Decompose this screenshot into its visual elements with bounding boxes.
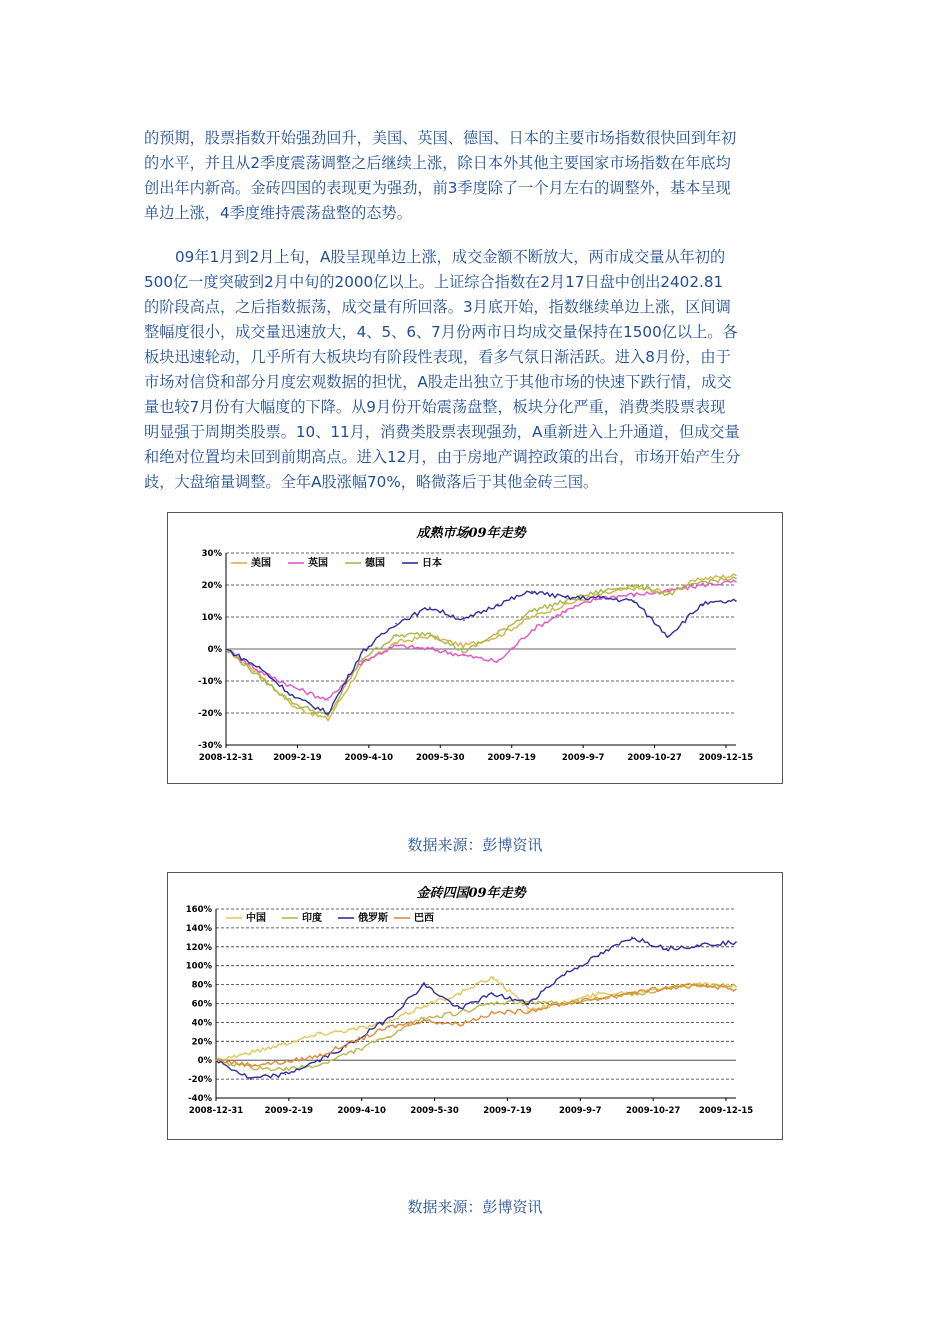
chart2-source-caption: 数据来源：彭博资讯 <box>407 1198 543 1216</box>
bric-markets-chart <box>167 872 783 1140</box>
paragraph-line: 的水平，并且从2季度震荡调整之后继续上涨，除日本外其他主要国家市场指数在年底均 <box>144 154 731 172</box>
legend-label: 日本 <box>422 558 442 569</box>
data-point <box>599 594 601 596</box>
data-point <box>293 696 295 698</box>
mature-markets-chart-svg <box>168 513 782 783</box>
data-point <box>527 1010 529 1012</box>
x-tick-label: 2009-4-10 <box>337 1106 386 1116</box>
y-tick-label: -20% <box>188 1075 212 1086</box>
data-point <box>666 948 668 950</box>
paragraph-line: 量也较7月份有大幅度的下降。从9月份开始震荡盘整，板块分化严重，消费类股票表现 <box>144 398 726 416</box>
data-point <box>429 632 431 634</box>
y-tick-label: 10% <box>201 613 222 623</box>
data-point <box>497 635 499 637</box>
data-point <box>531 629 533 631</box>
data-point <box>701 603 703 605</box>
series-line-1 <box>216 984 736 1071</box>
data-point <box>319 1033 321 1035</box>
paragraph-line: 的阶段高点，之后指数振荡，成交量有所回落。3月底开始，指数继续单边上涨，区间调 <box>144 298 731 316</box>
y-tick-label: 20% <box>191 1037 212 1048</box>
data-point <box>389 1022 391 1024</box>
data-point <box>285 1069 287 1071</box>
mature-markets-chart <box>167 512 783 784</box>
data-point <box>497 603 499 605</box>
data-point <box>361 651 363 653</box>
data-point <box>327 712 329 714</box>
legend-label: 印度 <box>302 913 322 924</box>
paragraph-line: 09年1月到2月上旬，A股呈现单边上涨，成交金额不断放大，两市成交量从年初的 <box>175 248 726 266</box>
data-point <box>463 651 465 653</box>
data-point <box>562 974 564 976</box>
y-tick-label: 80% <box>191 980 212 991</box>
data-point <box>497 632 499 634</box>
y-tick-label: 120% <box>185 942 212 953</box>
data-point <box>493 976 495 978</box>
x-tick-label: 2009-12-15 <box>698 1106 754 1116</box>
x-tick-label: 2009-7-19 <box>487 753 536 763</box>
data-point <box>395 623 397 625</box>
data-point <box>354 1028 356 1030</box>
data-point <box>735 989 737 991</box>
data-point <box>701 584 703 586</box>
data-point <box>250 1064 252 1066</box>
data-point <box>735 578 737 580</box>
data-point <box>423 1005 425 1007</box>
data-point <box>599 597 601 599</box>
y-tick-label: 0% <box>197 1056 212 1067</box>
y-tick-label: -10% <box>198 677 222 687</box>
paragraph-a-shares <box>144 245 808 495</box>
data-point <box>285 1061 287 1063</box>
legend-label: 德国 <box>365 558 385 569</box>
paragraph-line: 500亿一度突破到2月中旬的2000亿以上。上证综合指数在2月17日盘中创出2402.81 <box>144 273 724 291</box>
data-point <box>389 1026 391 1028</box>
data-point <box>327 719 329 721</box>
data-point <box>531 591 533 593</box>
series-line-2 <box>226 577 736 716</box>
data-point <box>259 677 261 679</box>
paragraph-line: 的预期，股票指数开始强劲回升，美国、英国、德国、日本的主要市场指数很快回到年初 <box>144 129 737 147</box>
data-point <box>293 703 295 705</box>
data-point <box>395 642 397 644</box>
paragraph-intro <box>144 126 808 226</box>
data-point <box>319 1055 321 1057</box>
x-tick-label: 2009-7-19 <box>483 1106 532 1116</box>
series-line-3 <box>216 984 736 1067</box>
data-point <box>319 1064 321 1066</box>
y-tick-label: -20% <box>198 709 222 719</box>
data-point <box>527 1003 529 1005</box>
data-point <box>735 941 737 943</box>
x-tick-label: 2009-9-7 <box>559 1106 602 1116</box>
data-point <box>389 1036 391 1038</box>
data-point <box>293 687 295 689</box>
data-point <box>285 1074 287 1076</box>
data-point <box>259 667 261 669</box>
data-point <box>633 587 635 589</box>
data-point <box>735 986 737 988</box>
data-point <box>389 1017 391 1019</box>
data-point <box>458 1012 460 1014</box>
paragraph-line: 和绝对位置均未回到前期高点。进入12月，由于房地产调控政策的出台，市场开始产生分 <box>144 448 741 466</box>
y-tick-label: 60% <box>191 999 212 1010</box>
x-tick-label: 2009-9-7 <box>561 753 605 763</box>
paragraph-line: 单边上涨，4季度维持震荡盘整的态势。 <box>144 204 412 222</box>
data-point <box>215 1059 217 1061</box>
data-point <box>527 1007 529 1009</box>
data-point <box>354 1050 356 1052</box>
data-point <box>423 1017 425 1019</box>
y-tick-label: 40% <box>191 1018 212 1029</box>
x-tick-label: 2009-5-30 <box>410 1106 459 1116</box>
data-point <box>463 645 465 647</box>
data-point <box>327 699 329 701</box>
data-point <box>497 661 499 663</box>
data-point <box>259 671 261 673</box>
paragraph-line: 歧，大盘缩量调整。全年A股涨幅70%，略微落后于其他金砖三国。 <box>144 473 599 491</box>
paragraph-line: 明显强于周期类股票。10、11月，消费类股票表现强劲，A重新进入上升通道，但成交量 <box>144 423 740 441</box>
data-point <box>599 591 601 593</box>
data-point <box>735 581 737 583</box>
y-tick-label: -30% <box>198 741 222 751</box>
legend-label: 美国 <box>251 558 271 569</box>
chart-title: 成熟市场09年走势 <box>416 526 526 541</box>
data-point <box>293 706 295 708</box>
x-tick-label: 2009-12-15 <box>698 753 754 763</box>
paragraph-line: 板块迅速轮动，几乎所有大板块均有阶段性表现，看多气氛日渐活跃。进入8月份，由于 <box>144 348 731 366</box>
data-point <box>565 597 567 599</box>
data-point <box>354 1041 356 1043</box>
y-tick-label: 160% <box>185 905 212 915</box>
data-point <box>458 1007 460 1009</box>
data-point <box>429 635 431 637</box>
legend-label: 巴西 <box>414 913 434 924</box>
x-tick-label: 2009-10-27 <box>625 1106 681 1116</box>
data-point <box>493 1012 495 1014</box>
data-point <box>527 1001 529 1003</box>
data-point <box>701 984 703 986</box>
y-tick-label: 30% <box>201 549 222 559</box>
data-point <box>395 635 397 637</box>
series-line-1 <box>226 580 736 700</box>
data-point <box>423 984 425 986</box>
data-point <box>463 655 465 657</box>
data-point <box>225 648 227 650</box>
x-tick-label: 2008-12-31 <box>188 1106 244 1116</box>
data-point <box>597 955 599 957</box>
data-point <box>597 993 599 995</box>
data-point <box>631 991 633 993</box>
data-point <box>319 1059 321 1061</box>
data-point <box>565 600 567 602</box>
data-point <box>423 1020 425 1022</box>
data-point <box>395 645 397 647</box>
data-point <box>666 988 668 990</box>
data-point <box>429 607 431 609</box>
chart-title: 金砖四国09年走势 <box>416 886 526 901</box>
data-point <box>667 594 669 596</box>
data-point <box>597 998 599 1000</box>
data-point <box>565 603 567 605</box>
legend-label: 俄罗斯 <box>358 913 388 924</box>
data-point <box>565 610 567 612</box>
data-point <box>631 937 633 939</box>
legend-label: 中国 <box>246 913 266 924</box>
x-tick-label: 2009-10-27 <box>627 753 682 763</box>
data-point <box>285 1042 287 1044</box>
series-line-3 <box>226 591 736 714</box>
paragraph-line: 创出年内新高。金砖四国的表现更为强劲，前3季度除了一个月左右的调整外，基本呈现 <box>144 179 731 197</box>
paragraph-line: 整幅度很小，成交量迅速放大，4、5、6、7月份两市日均成交量保持在1500亿以上。各 <box>144 323 738 341</box>
data-point <box>633 584 635 586</box>
series-line-0 <box>226 574 736 720</box>
data-point <box>250 1067 252 1069</box>
y-tick-label: 140% <box>185 923 212 934</box>
data-point <box>250 1078 252 1080</box>
y-tick-label: -40% <box>188 1094 212 1104</box>
data-point <box>701 944 703 946</box>
data-point <box>463 619 465 621</box>
data-point <box>701 578 703 580</box>
data-point <box>327 715 329 717</box>
x-tick-label: 2009-5-30 <box>416 753 465 763</box>
y-tick-label: 0% <box>207 645 222 655</box>
legend-label: 英国 <box>308 558 328 569</box>
paragraph-line: 市场对信贷和部分月度宏观数据的担忧，A股走出独立于其他市场的快速下跌行情，成交 <box>144 373 732 391</box>
data-point <box>531 616 533 618</box>
data-point <box>735 600 737 602</box>
data-point <box>735 575 737 577</box>
x-tick-label: 2009-2-19 <box>273 753 322 763</box>
bric-markets-chart-svg <box>168 873 782 1139</box>
data-point <box>250 1052 252 1054</box>
x-tick-label: 2009-4-10 <box>344 753 394 763</box>
data-point <box>633 594 635 596</box>
chart1-source-caption: 数据来源：彭博资讯 <box>407 836 543 854</box>
y-tick-label: 20% <box>201 581 222 591</box>
data-point <box>667 591 669 593</box>
data-point <box>701 581 703 583</box>
y-tick-label: 100% <box>185 961 212 972</box>
data-point <box>458 993 460 995</box>
data-point <box>493 1003 495 1005</box>
data-point <box>531 610 533 612</box>
data-point <box>667 635 669 637</box>
data-point <box>361 658 363 660</box>
data-point <box>458 1023 460 1025</box>
data-point <box>493 993 495 995</box>
x-tick-label: 2008-12-31 <box>198 753 254 763</box>
data-point <box>633 600 635 602</box>
x-tick-label: 2009-2-19 <box>264 1106 314 1116</box>
data-point <box>429 648 431 650</box>
data-point <box>562 1003 564 1005</box>
